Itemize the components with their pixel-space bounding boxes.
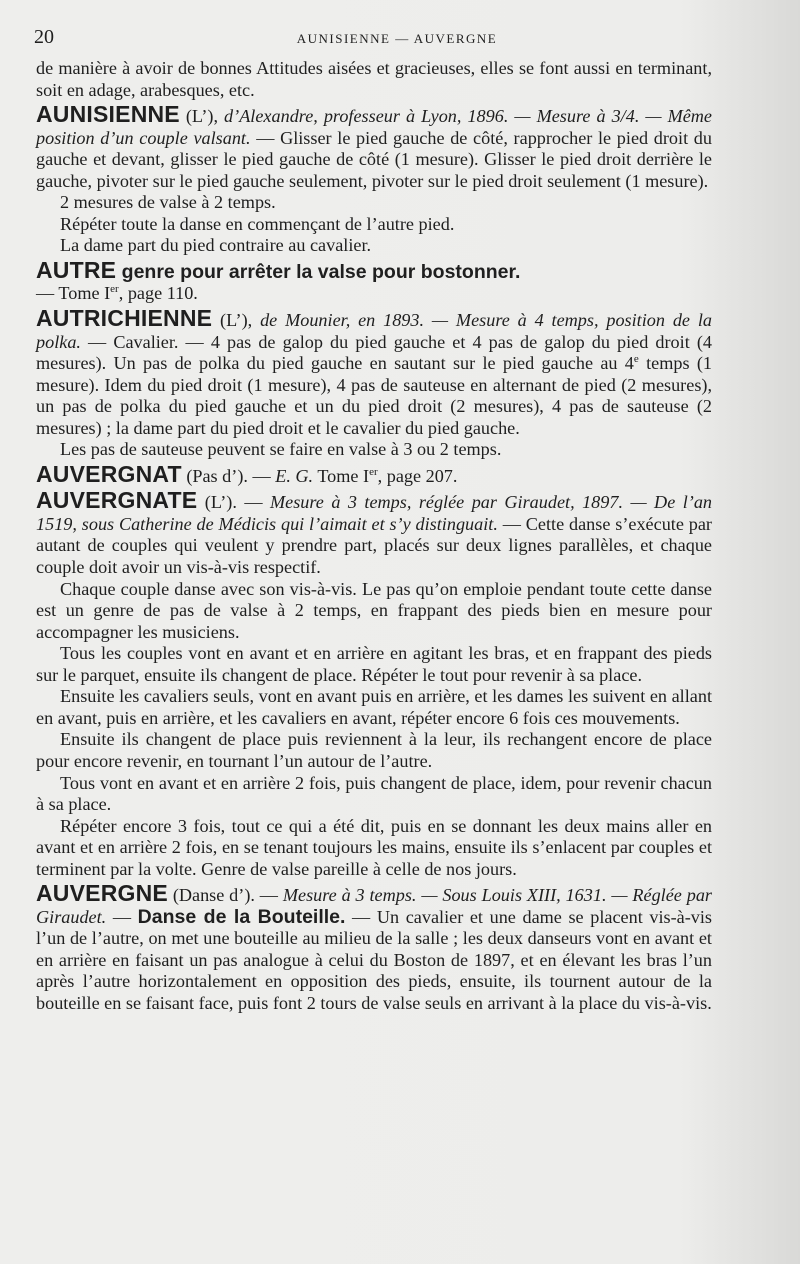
paragraph: Les pas de sauteuse peuvent se faire en valse à 3 ou 2 temps. xyxy=(60,439,502,460)
entry-auvergnat: AUVERGNAT (Pas d’). — E. G. Tome Ier, page 207. xyxy=(36,460,458,487)
paragraph: Ensuite les cavaliers seuls, vont en avant puis en arrière, et les dames les suivent en allant en avant, puis en arrière, et les cavaliers en avant, répéter encore 6 fois ces mouvements. xyxy=(36,686,712,728)
entry-autrichienne: AUTRICHIENNE (L’), de Mounier, en 1893. — Mesure à 4 temps, position de la polka. — Cavalier. — 4 pas de galop du pied gauche et 4 pas de galop du pied droit (4 mesures). Un pas de polka du pied gauche en sautant sur le pied gauche au 4e temps (1 mesure). Idem du pied droit (1 mesure), 4 pas de sauteuse en alternant de pied (2 mesures), un pas de polka du pied gauche et un du pied droit (2 mesures), 4 pas de sauteuse (2 mesures) ; la dame part du pied droit et le cavalier du pied gauche. xyxy=(36,305,713,438)
paragraph: La dame part du pied contraire au cavalier. xyxy=(60,235,372,256)
reference-line: — Tome Ier, page 110. xyxy=(36,283,198,304)
paragraph: 2 mesures de valse à 2 temps. xyxy=(60,192,276,213)
entry-auvergnate: AUVERGNATE (L’). — Mesure à 3 temps, réglée par Giraudet, 1897. — De l’an 1519, sous Catherine de Médicis qui l’aimait et s’y distinguait. — Cette danse s’exécute par autant de couples qui veulent y prendre part, placés sur deux lignes parallèles, et chaque couple doit avoir un vis-à-vis respectif. xyxy=(36,487,713,578)
entry-title-aunisienne: AUNISIENNE xyxy=(36,101,180,128)
entry-title-auvergnat: AUVERGNAT xyxy=(36,460,182,487)
paragraph: Chaque couple danse avec son vis-à-vis. Le pas qu’on emploie pendant toute cette danse est un genre de pas de valse à 2 temps, en frappant des pieds bien en mesure pour accompagner les musiciens. xyxy=(36,578,712,642)
paragraph: Tous vont en avant et en arrière 2 fois, puis changent de place, idem, pour revenir chacun à sa place. xyxy=(36,772,712,815)
running-title: AUNISIENNE — AUVERGNE xyxy=(296,31,498,46)
entry-title-auvergne: AUVERGNE xyxy=(36,880,168,907)
paragraph: Répéter toute la danse en commençant de l’autre pied. xyxy=(60,213,455,234)
page-header xyxy=(34,26,760,50)
entry-autre: AUTRE genre pour arrêter la valse pour bostonner. xyxy=(36,256,521,283)
entry-title-auvergnate: AUVERGNATE xyxy=(36,487,198,514)
intro-paragraph: de manière à avoir de bonnes Attitudes aisées et gracieuses, elles se font aussi en terminant, soit en adage, arabesques, etc. xyxy=(36,58,712,100)
entry-auvergne: AUVERGNE (Danse d’). — Mesure à 3 temps. — Sous Louis XIII, 1631. — Réglée par Giraudet. — Danse de la Bouteille. — Un cavalier et une dame se placent vis-à-vis l’un de l’autre, on met une bouteille au milieu de la salle ; les deux danseurs vont en avant et en arrière en faisant un pas analogue à celui du Boston de 1897, et en élevant les bras l’un après l’autre horizontalement en opposition des pieds, ensuite, ils tournent autour de la bouteille en se faisant face, puis font 2 tours de valse seuls en arrivant à la place du vis-à-vis. xyxy=(36,880,713,1013)
entry-title-autre: AUTRE xyxy=(36,256,117,283)
body-text xyxy=(36,58,712,1015)
paragraph: Répéter encore 3 fois, tout ce qui a été dit, puis en se donnant les deux mains aller en avant et en arrière 2 fois, en se tenant toujours les mains, ensuite ils s’enlacent par couples et terminent par la volte. Genre de valse pareille à celle de nos jours. xyxy=(36,815,712,879)
entry-title-autrichienne: AUTRICHIENNE xyxy=(36,305,213,332)
paragraph: Tous les couples vont en avant et en arrière en agitant les bras, et en frappant des pieds sur le parquet, ensuite ils changent de place. Répéter le tout pour revenir à sa place. xyxy=(36,643,712,685)
dance-name-bold: Danse de la Bouteille. xyxy=(137,905,346,928)
entry-aunisienne: AUNISIENNE (L’), d’Alexandre, professeur à Lyon, 1896. — Mesure à 3/4. — Même position d’un couple valsant. — Glisser le pied gauche de côté, rapprocher le pied droit du gauche et devant, glisser le pied gauche de côté (1 mesure). Glisser le pied droit derrière le gauche, pivoter sur le pied gauche seulement, pivoter sur le pied droit seulement (1 mesure). xyxy=(36,101,712,191)
paragraph: Ensuite ils changent de place puis reviennent à la leur, ils rechangent encore de place pour encore revenir, en tournant l’un autour de l’autre. xyxy=(36,729,712,771)
page-number: 20 xyxy=(34,26,54,48)
